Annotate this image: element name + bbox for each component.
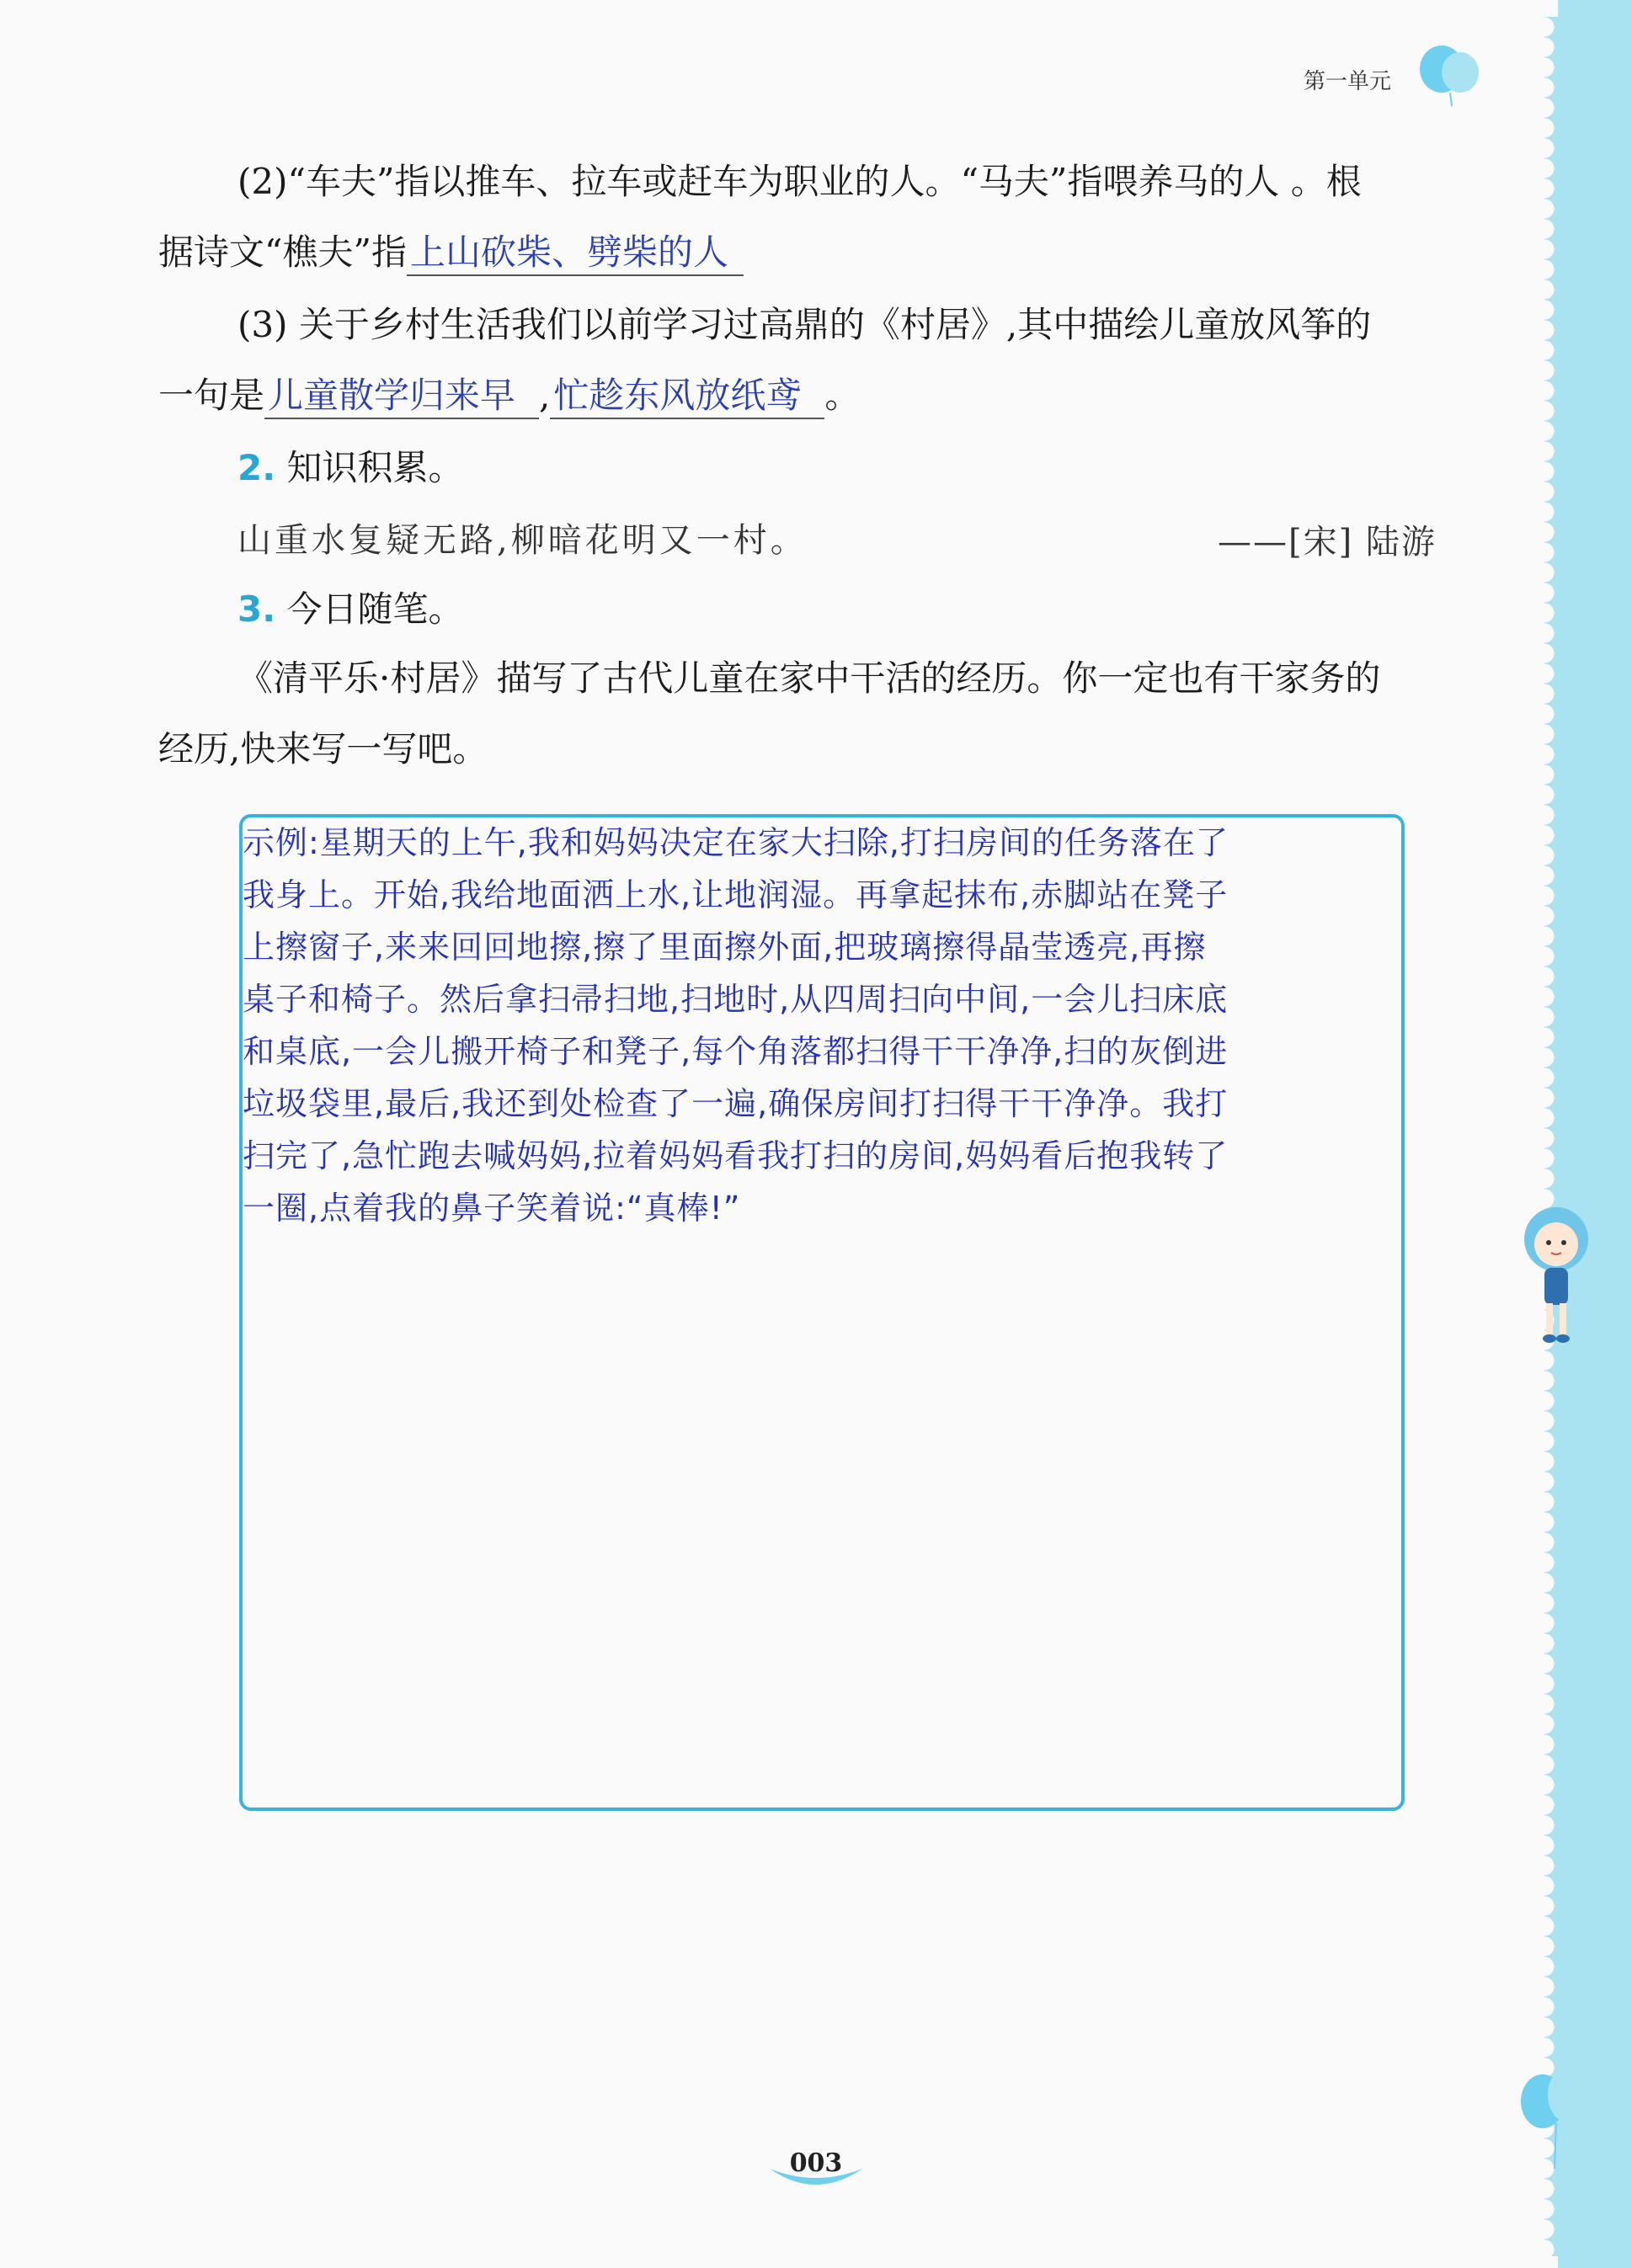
section3-title: 今日随笔。 bbox=[286, 588, 464, 630]
q2-line2 bbox=[158, 227, 744, 278]
poem-line: 山重水复疑无路,柳暗花明又一村。 bbox=[237, 521, 808, 560]
balloon-icon bbox=[1408, 40, 1492, 108]
q3-answer2: 忙趁东风放纸鸢 bbox=[550, 374, 824, 419]
poem-author: ——[宋] 陆游 bbox=[1218, 523, 1437, 562]
q2-line1: (2)“车夫”指以推车、拉车或赶车为职业的人。“马夫”指喂养马的人 。根 bbox=[237, 161, 1362, 202]
girl-illustration-icon bbox=[1514, 1195, 1598, 1355]
unit-label: 第一单元 bbox=[1304, 69, 1392, 94]
section3-prompt-line2: 经历,快来写一写吧。 bbox=[158, 728, 488, 769]
section2-number: 2. bbox=[237, 447, 276, 488]
q3-comma: , bbox=[539, 375, 551, 416]
section3-prompt-line1: 《清平乐·村居》描写了古代儿童在家中干活的经历。你一定也有干家务的 bbox=[237, 658, 1381, 699]
right-decorative-strip bbox=[1558, 0, 1632, 2268]
q3-prefix: 一句是 bbox=[158, 375, 265, 416]
q3-line2 bbox=[158, 370, 860, 421]
section3-heading bbox=[237, 584, 464, 635]
q2-prefix: 据诗文“樵夫”指 bbox=[158, 232, 407, 273]
section3-number: 3. bbox=[237, 588, 276, 630]
bottom-balloon-icon bbox=[1514, 2054, 1598, 2172]
scalloped-edge bbox=[1544, 17, 1565, 2256]
q2-answer: 上山砍柴、劈柴的人 bbox=[407, 231, 744, 276]
q3-line1: (3) 关于乡村生活我们以前学习过高鼎的《村居》,其中描绘儿童放风筝的 bbox=[237, 304, 1372, 345]
section2-heading bbox=[237, 443, 464, 493]
page-number: 003 bbox=[789, 2148, 843, 2178]
q3-answer1: 儿童散学归来早 bbox=[264, 374, 539, 419]
section2-title: 知识积累。 bbox=[286, 447, 464, 488]
essay-text: 示例:星期天的上午,我和妈妈决定在家大扫除,打扫房间的任务落在了 我身上。开始,我给地面洒上水,让地润湿。再拿起抹布,赤脚站在凳子 上擦窗子,来来回回地擦,擦了里面擦外面,把玻璃擦得晶莹透亮,再擦 桌子和椅子。然后拿扫帚扫地,扫地时,从四周扫向中间,一会儿扫床底 和桌底,一会儿搬开椅子和凳子,每个角落都扫得干干净净,扫的灰倒进 垃圾袋里,最后,我还到处检查了一遍,确保房间打扫得干干净净。我打 扫完了,急忙跑去喊妈妈,拉着妈妈看我打扫的房间,妈妈看后抱我转了 一圈,点着我的鼻子笑着说:“真棒!” bbox=[243, 824, 1229, 1227]
q3-end: 。 bbox=[824, 375, 861, 416]
